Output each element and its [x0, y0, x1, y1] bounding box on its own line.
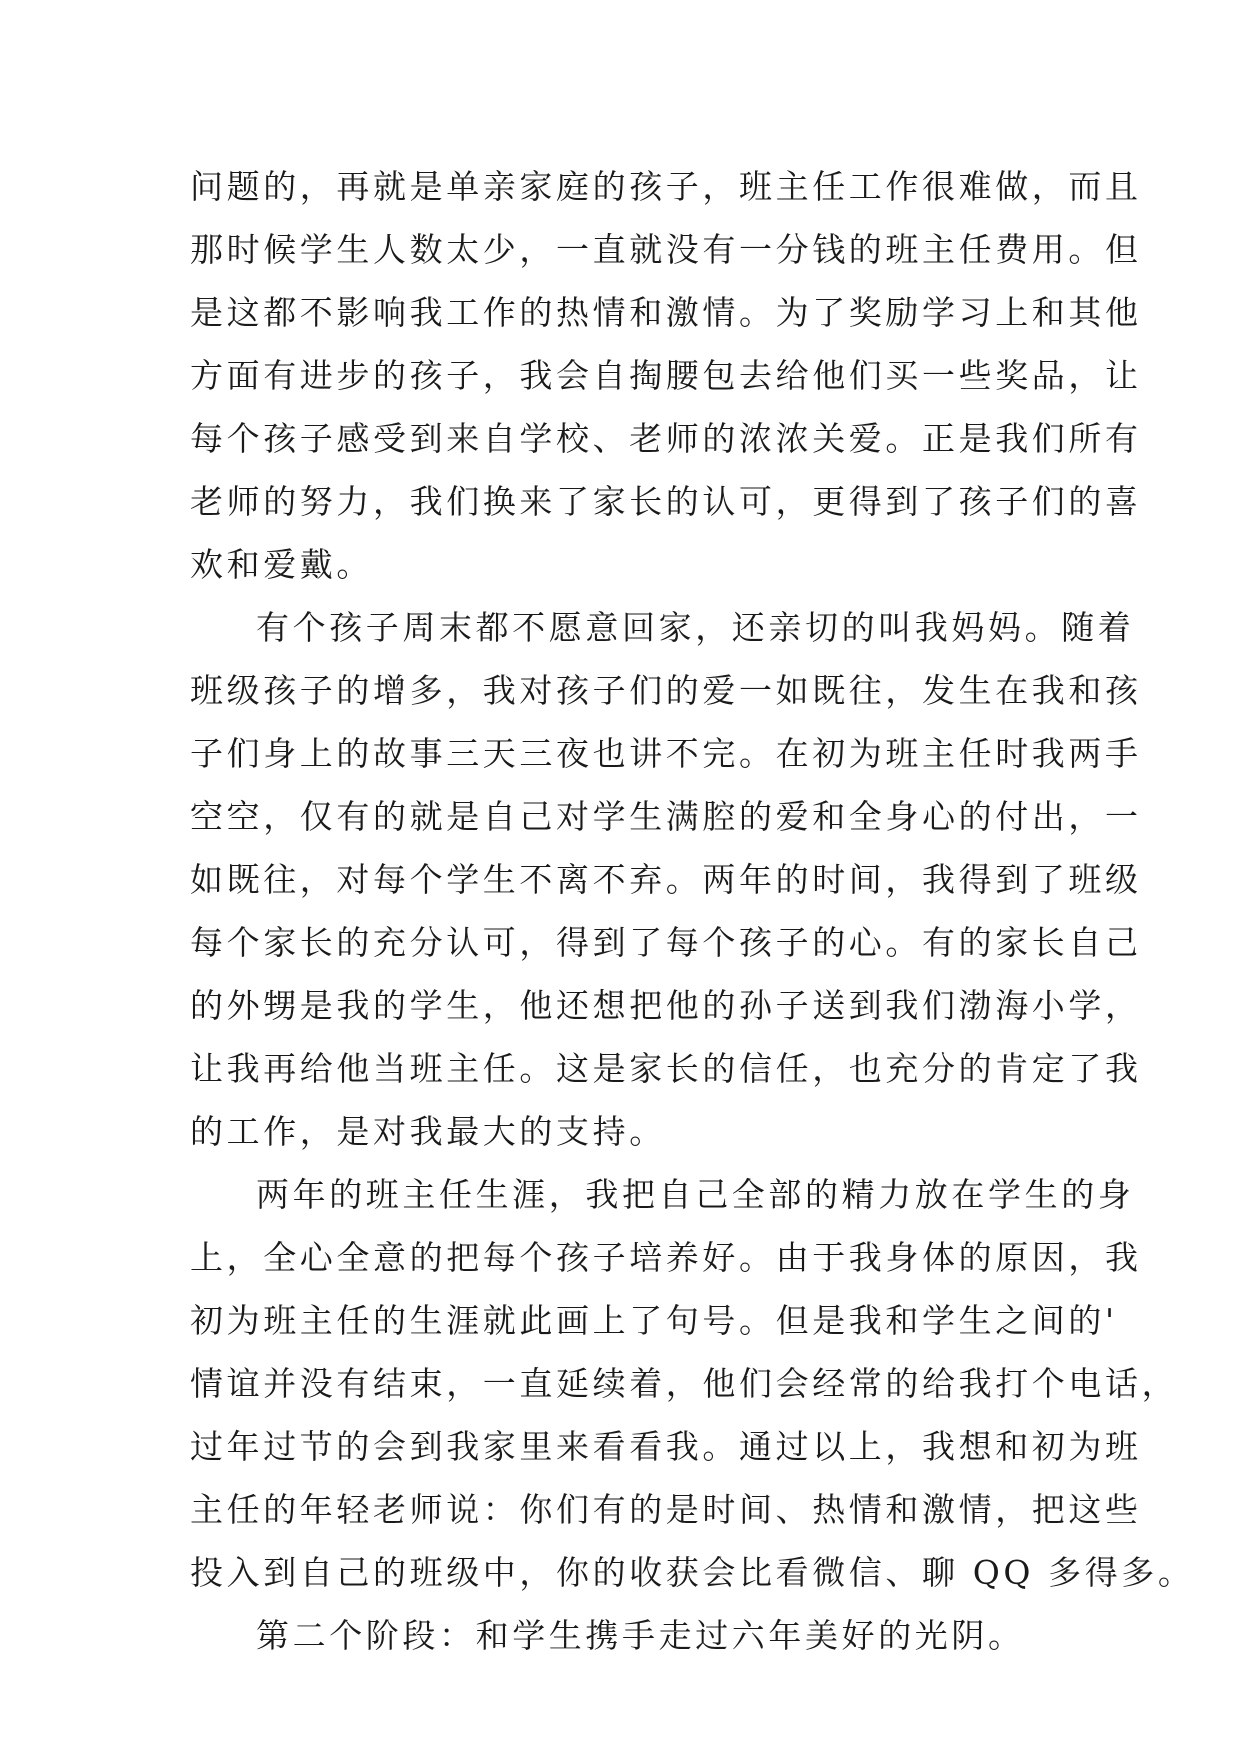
text-line: 的外甥是我的学生，他还想把他的孙子送到我们渤海小学， — [190, 986, 1142, 1025]
text-line: 空空，仅有的就是自己对学生满腔的爱和全身心的付出，一 — [190, 797, 1142, 836]
text-line: 如既往，对每个学生不离不弃。两年的时间，我得到了班级 — [190, 860, 1142, 899]
text-line: 子们身上的故事三天三夜也讲不完。在初为班主任时我两手 — [190, 734, 1142, 773]
text-line: 投入到自己的班级中，你的收获会比看微信、聊 QQ 多得多。 — [190, 1553, 1195, 1592]
text-line: 主任的年轻老师说：你们有的是时间、热情和激情，把这些 — [190, 1490, 1142, 1529]
paragraph-first-line: 有个孩子周末都不愿意回家，还亲切的叫我妈妈。随着 — [256, 608, 1135, 647]
text-line: 上，全心全意的把每个孩子培养好。由于我身体的原因，我 — [190, 1238, 1142, 1277]
body-text — [190, 155, 1195, 1667]
text-line: 方面有进步的孩子，我会自掏腰包去给他们买一些奖品，让 — [190, 356, 1142, 395]
text-line: 每个孩子感受到来自学校、老师的浓浓关爱。正是我们所有 — [190, 419, 1142, 458]
text-line: 问题的，再就是单亲家庭的孩子，班主任工作很难做，而且 — [190, 167, 1142, 206]
text-line: 的工作，是对我最大的支持。 — [190, 1112, 666, 1151]
text-line: 是这都不影响我工作的热情和激情。为了奖励学习上和其他 — [190, 293, 1142, 332]
text-line: 欢和爱戴。 — [190, 545, 373, 584]
text-line: 情谊并没有结束，一直延续着，他们会经常的给我打个电话， — [190, 1364, 1179, 1403]
text-line: 老师的努力，我们换来了家长的认可，更得到了孩子们的喜 — [190, 482, 1142, 521]
text-line: 过年过节的会到我家里来看看我。通过以上，我想和初为班 — [190, 1427, 1142, 1466]
text-line: 让我再给他当班主任。这是家长的信任，也充分的肯定了我 — [190, 1049, 1142, 1088]
text-line: 每个家长的充分认可，得到了每个孩子的心。有的家长自己 — [190, 923, 1142, 962]
text-line: 班级孩子的增多，我对孩子们的爱一如既往，发生在我和孩 — [190, 671, 1142, 710]
paragraph-first-line: 第二个阶段：和学生携手走过六年美好的光阴。 — [256, 1616, 1025, 1655]
text-line: 那时候学生人数太少，一直就没有一分钱的班主任费用。但 — [190, 230, 1142, 269]
text-line: 初为班主任的生涯就此画上了句号。但是我和学生之间的' — [190, 1301, 1118, 1340]
paragraph-first-line: 两年的班主任生涯，我把自己全部的精力放在学生的身 — [256, 1175, 1135, 1214]
